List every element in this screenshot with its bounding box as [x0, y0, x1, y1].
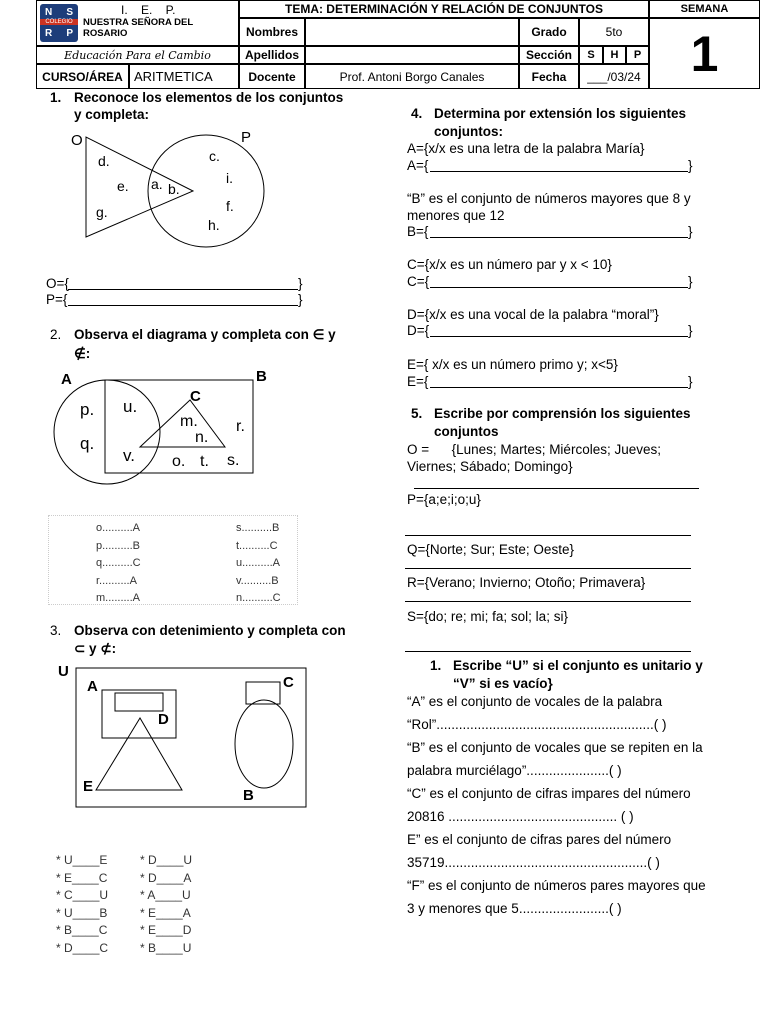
q5-set-r: R={Verano; Invierno; Otoño; Primavera} — [407, 575, 646, 590]
q6-title-2: “V” si es vacío} — [453, 676, 553, 691]
q2-label-a: A — [61, 371, 72, 388]
q6-list — [407, 690, 706, 920]
q1-label-o: O — [71, 132, 83, 149]
q2-item[interactable]: n..........C — [236, 592, 281, 604]
q6-number: 1. — [430, 658, 442, 673]
q4-number: 4. — [411, 106, 423, 121]
tema-title: TEMA: DETERMINACIÓN Y RELACIÓN DE CONJUNTOS — [239, 0, 649, 18]
school-logo — [40, 4, 78, 42]
nombres-field[interactable] — [305, 18, 519, 46]
q1-title-2: y completa: — [74, 107, 150, 122]
q6-line[interactable]: 3 y menores que 5........................( ) — [407, 901, 622, 916]
q3-venn-diagram — [74, 666, 310, 810]
q1-answer-p-line[interactable] — [68, 305, 298, 306]
q5-set-p-line[interactable] — [405, 535, 691, 536]
q5-number: 5. — [411, 406, 423, 421]
q1-answer-o-close: } — [298, 276, 303, 291]
semana-number: 1 — [649, 18, 760, 89]
q4-item-a-close: } — [688, 158, 693, 173]
q4-title-2: conjuntos: — [434, 124, 503, 139]
q2-item[interactable]: m.........A — [96, 592, 141, 604]
q6-line[interactable]: 35719......................................................( ) — [407, 855, 660, 870]
q1-answer-o[interactable] — [46, 275, 69, 292]
q2-item[interactable]: r..........A — [96, 574, 137, 587]
q3-label-u: U — [58, 663, 69, 680]
logo-letter: S — [66, 7, 73, 18]
apellidos-field[interactable] — [305, 46, 519, 64]
q2-elem-t: t. — [200, 453, 209, 470]
header-table — [36, 0, 760, 90]
q4-item-a-line[interactable] — [430, 171, 688, 172]
q1-elem-f: f. — [226, 198, 234, 214]
q3-item[interactable]: * E____C — [56, 870, 108, 885]
curso-label: CURSO/ÁREA — [36, 64, 129, 89]
q4-item-e-label: E={ — [407, 374, 429, 389]
q2-elem-r: r. — [236, 418, 245, 435]
q2-exercise-left — [96, 520, 141, 608]
q6-line[interactable]: 20816 ............................................. ( ) — [407, 809, 634, 824]
q4-item-e-line[interactable] — [430, 387, 688, 388]
q2-item[interactable]: o..........A — [96, 522, 141, 534]
set-a-circle — [54, 380, 160, 484]
q3-item[interactable]: * E____D — [140, 923, 192, 937]
q3-item[interactable]: * D____A — [140, 870, 192, 885]
q3-number: 3. — [50, 623, 62, 638]
q3-item[interactable]: * B____U — [140, 940, 192, 955]
q4-item-b-desc: “B” es el conjunto de números mayores que 8 y — [407, 191, 691, 206]
q2-elem-o: o. — [172, 453, 186, 470]
grado-value: 5to — [579, 18, 649, 46]
fecha-label: Fecha — [519, 64, 579, 89]
seccion-h[interactable]: H — [603, 46, 626, 64]
q6-line: E” es el conjunto de cifras pares del número — [407, 832, 672, 847]
school-name: NUESTRA SEÑORA DEL ROSARIO — [83, 17, 193, 39]
q4-item-b-label: B={ — [407, 224, 429, 239]
q4-item-a-label: A={ — [407, 158, 429, 173]
q2-elem-u: u. — [123, 397, 138, 416]
q3-exercise-left — [56, 852, 108, 957]
q2-item[interactable]: p..........B — [96, 539, 141, 552]
q2-elem-q: q. — [80, 434, 95, 453]
q1-answer-o-label: O={ — [46, 276, 69, 291]
q3-item[interactable]: * U____B — [56, 905, 108, 920]
q2-elem-v: v. — [123, 446, 135, 465]
q2-elem-m: m. — [180, 413, 198, 430]
q5-set-q: Q={Norte; Sur; Este; Oeste} — [407, 542, 574, 557]
q3-item[interactable]: * E____A — [140, 905, 191, 920]
q3-item[interactable]: * A____U — [140, 888, 191, 902]
q6-line[interactable]: “Rol”..........................................................( ) — [407, 717, 667, 732]
q2-item[interactable]: t..........C — [236, 539, 278, 552]
q2-elem-s: s. — [227, 452, 240, 469]
q5-title-2: conjuntos — [434, 424, 499, 439]
q5-set-p: P={a;e;i;o;u} — [407, 492, 481, 507]
q3-item[interactable]: * D____U — [140, 853, 193, 867]
q5-set-s-line[interactable] — [405, 651, 691, 652]
q5-set-o-1: O = {Lunes; Martes; Miércoles; Jueves; — [407, 442, 661, 457]
fecha-value: ___/03/24 — [579, 64, 649, 89]
q3-item[interactable]: * U____E — [56, 853, 108, 867]
q6-line: “C” es el conjunto de cifras impares del número — [407, 786, 691, 801]
q1-answer-p-close: } — [298, 292, 303, 307]
q5-set-r-line[interactable] — [405, 601, 691, 602]
set-p-circle — [148, 135, 264, 247]
q1-answer-p-label: P={ — [46, 292, 68, 307]
q5-set-o-2: Viernes; Sábado; Domingo} — [407, 459, 573, 474]
q6-line: “F” es el conjunto de números pares mayores que — [407, 878, 706, 893]
q3-item[interactable]: * D____C — [56, 940, 109, 955]
semana-label: SEMANA — [649, 0, 760, 18]
q2-venn-diagram — [50, 370, 265, 490]
q6-line: “B” es el conjunto de vocales que se repiten en la — [407, 740, 703, 755]
docente-value: Prof. Antoni Borgo Canales — [305, 64, 519, 89]
q1-elem-g: g. — [96, 204, 108, 220]
nombres-label: Nombres — [239, 18, 305, 46]
q4-item-e-desc: E={ x/x es un número primo y; x<5} — [407, 357, 618, 372]
q3-label-c: C — [283, 674, 294, 691]
q4-item-c-desc: C={x/x es un número par y x < 10} — [407, 257, 612, 272]
logo-letter: N — [45, 7, 53, 18]
q6-line[interactable]: palabra murciélago”......................( ) — [407, 763, 622, 778]
q4-title-1: Determina por extensión los siguientes — [434, 106, 687, 121]
q4-item-c-close: } — [688, 274, 693, 289]
q3-label-e: E — [83, 778, 94, 795]
q1-label-p: P — [241, 129, 252, 146]
q2-elem-p: p. — [80, 400, 95, 419]
q2-label-c: C — [190, 388, 201, 405]
q6-title-1: Escribe “U” si el conjunto es unitario y — [453, 658, 703, 673]
q3-label-a: A — [87, 678, 98, 695]
q4-item-d-line[interactable] — [430, 336, 688, 337]
q5-set-q-line[interactable] — [405, 568, 691, 569]
q6-line: “A” es el conjunto de vocales de la palabra — [407, 694, 663, 709]
q4-item-b-close: } — [688, 224, 693, 239]
set-e-triangle — [96, 718, 182, 790]
docente-label: Docente — [239, 64, 305, 89]
q4-item-b-desc2: menores que 12 — [407, 208, 505, 223]
q5-title-1: Escribe por comprensión los siguientes — [434, 406, 691, 421]
q2-exercise-right — [236, 520, 281, 608]
q1-elem-a: a. — [151, 176, 163, 192]
q4-item-a-desc: A={x/x es una letra de la palabra María} — [407, 141, 645, 156]
set-c-rectangle — [246, 682, 280, 704]
q2-item[interactable]: u..........A — [236, 557, 281, 569]
q4-item-c-line[interactable] — [430, 287, 688, 288]
seccion-p[interactable]: P — [626, 46, 649, 64]
q3-exercise-right — [140, 852, 192, 957]
q1-elem-i: i. — [226, 170, 233, 186]
q2-item[interactable]: q..........C — [96, 557, 141, 569]
q1-elem-h: h. — [208, 217, 220, 233]
q4-item-c-label: C={ — [407, 274, 430, 289]
logo-text: COLEGIO — [40, 19, 78, 25]
q2-item[interactable]: v..........B — [236, 574, 279, 587]
q5-set-o-line[interactable] — [414, 488, 699, 489]
q2-elem-n: n. — [195, 429, 209, 446]
q3-item[interactable]: * B____C — [56, 923, 108, 937]
logo-letter: R — [45, 28, 53, 39]
q3-label-b: B — [243, 787, 254, 804]
motto: Educación Para el Cambio — [36, 46, 239, 64]
curso-value: ARITMETICA — [129, 64, 239, 89]
q1-answer-o-line[interactable] — [68, 289, 298, 290]
q3-item[interactable]: * C____U — [56, 888, 109, 902]
school-line1: I. E. P. — [121, 3, 176, 17]
logo-letter: P — [66, 28, 73, 39]
q3-title-2: ⊂ y ⊄: — [74, 641, 117, 656]
q2-item[interactable]: s..........B — [236, 522, 280, 534]
q5-set-s: S={do; re; mi; fa; sol; la; si} — [407, 609, 568, 624]
q1-elem-c: c. — [209, 148, 220, 164]
q2-title-2: ∉: — [74, 346, 91, 361]
q1-elem-d: d. — [98, 153, 110, 169]
seccion-label: Sección — [519, 46, 579, 64]
q4-item-d-desc: D={x/x es una vocal de la palabra “moral”} — [407, 307, 659, 322]
q4-item-e-close: } — [688, 374, 693, 389]
q4-item-b-line[interactable] — [430, 237, 688, 238]
q1-answer-p[interactable] — [46, 291, 67, 308]
set-b-ellipse — [235, 700, 293, 788]
seccion-s[interactable]: S — [579, 46, 603, 64]
grado-label: Grado — [519, 18, 579, 46]
q4-item-d-label: D={ — [407, 323, 430, 338]
q3-label-d: D — [158, 711, 169, 728]
q1-elem-b: b. — [168, 181, 180, 197]
q1-number: 1. — [50, 90, 62, 105]
apellidos-label: Apellidos — [239, 46, 305, 64]
q3-title-1: Observa con detenimiento y completa con — [74, 623, 346, 638]
set-d-rectangle — [115, 693, 163, 711]
q2-label-b: B — [256, 368, 267, 385]
q1-title-1: Reconoce los elementos de los conjuntos — [74, 90, 344, 105]
q4-item-d-close: } — [688, 323, 693, 338]
q2-title-1: Observa el diagrama y completa con ∈ y — [74, 327, 336, 342]
q2-number: 2. — [50, 327, 62, 342]
q1-elem-e: e. — [117, 178, 129, 194]
school-block — [36, 0, 239, 46]
